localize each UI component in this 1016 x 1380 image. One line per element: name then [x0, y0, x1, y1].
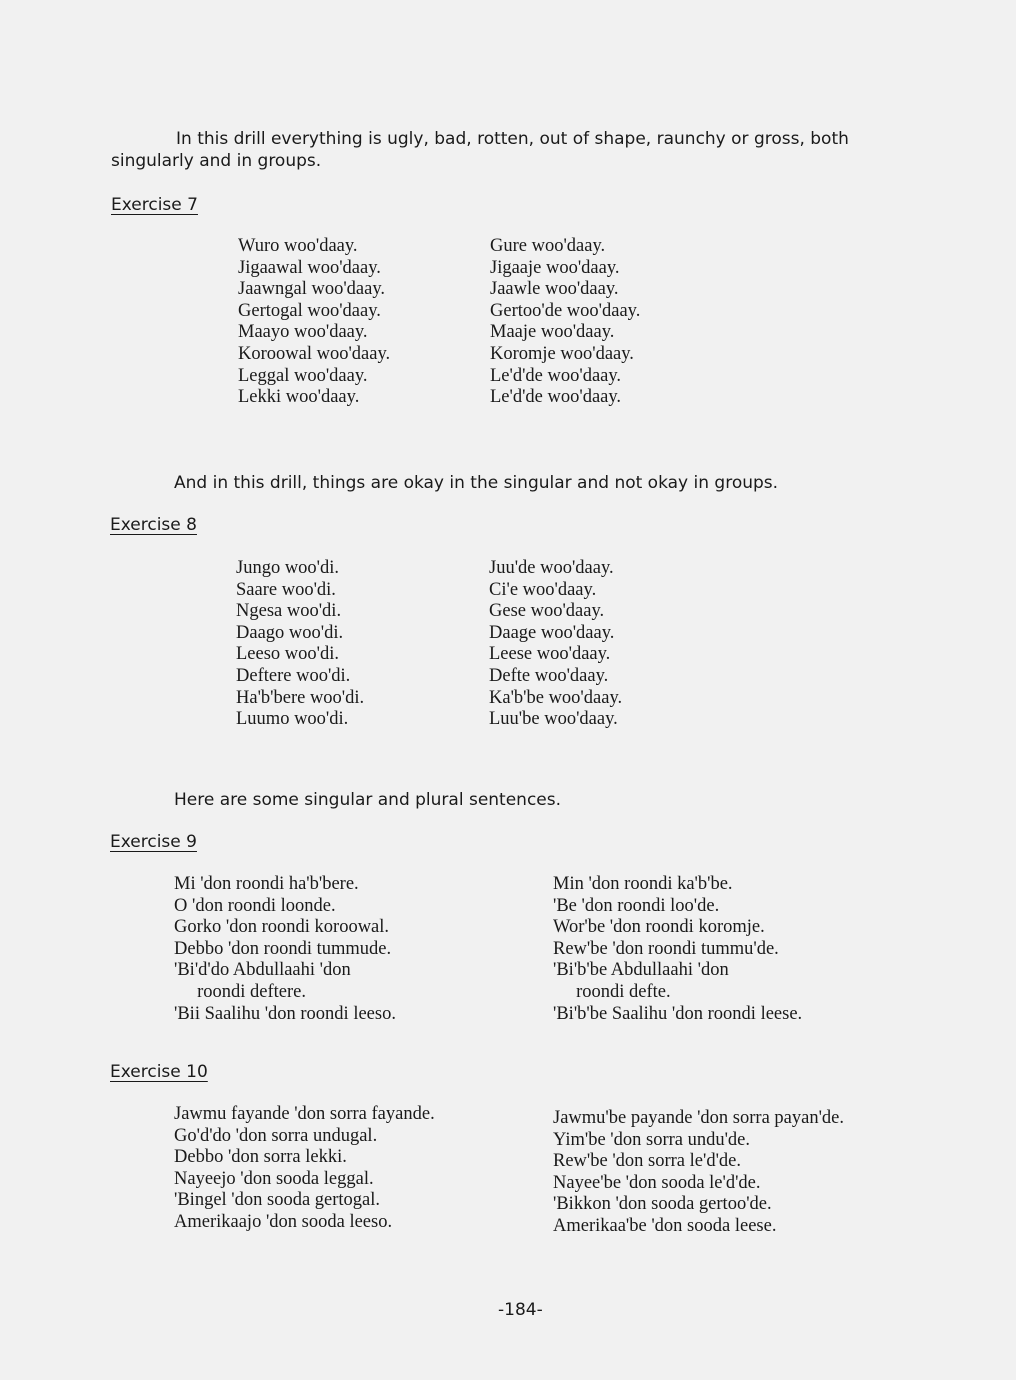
sentence-line: Leese woo'daay.	[489, 644, 611, 665]
exercise-10-heading: Exercise 10	[110, 1062, 208, 1082]
sentence-line: Juu'de woo'daay.	[489, 558, 614, 578]
sentence-line: Koromje woo'daay.	[490, 343, 634, 364]
sentence-line: roondi deftere.	[174, 981, 307, 1002]
sentence-line: Jungo woo'di.	[236, 558, 340, 578]
sentence-line: Jigaaje woo'daay.	[490, 257, 620, 278]
sentence-line: Amerikaajo 'don sooda leeso.	[174, 1211, 393, 1232]
sentence-line: 'Bikkon 'don sooda gertoo'de.	[553, 1194, 772, 1215]
sentence-line: Ka'b'be woo'daay.	[489, 687, 623, 708]
sentence-line: Maaje woo'daay.	[490, 322, 615, 343]
sentence-line: Rew'be 'don sorra le'd'de.	[553, 1151, 741, 1172]
sentence-line: Nayee'be 'don sooda le'd'de.	[553, 1172, 761, 1193]
sentence-line: Nayeejo 'don sooda leggal.	[174, 1168, 374, 1189]
sentence-line: 'Bii Saalihu 'don roondi leeso.	[174, 1003, 396, 1024]
intro-line-4: Here are some singular and plural sentences.	[174, 790, 562, 810]
sentence-line: Koroowal woo'daay.	[238, 343, 391, 364]
sentence-line: 'Bingel 'don sooda gertogal.	[174, 1190, 381, 1211]
exercise-9-heading: Exercise 9	[110, 832, 197, 852]
intro-line-1: In this drill everything is ugly, bad, rotten, out of shape, raunchy or gross, both	[176, 129, 849, 149]
sentence-line: Luu'be woo'daay.	[489, 709, 618, 730]
sentence-line: Ha'b'bere woo'di.	[236, 687, 365, 708]
sentence-line: Ngesa woo'di.	[236, 601, 342, 622]
intro-line-3: And in this drill, things are okay in the singular and not okay in groups.	[174, 473, 779, 493]
exercise-8-right-column	[489, 558, 622, 731]
exercise-10-right-column	[553, 1108, 844, 1238]
exercise-8-left-column	[236, 558, 364, 731]
sentence-line: 'Bi'd'do Abdullaahi 'don	[174, 960, 351, 981]
exercise-9-left-column	[174, 874, 396, 1025]
sentence-line: Gertogal woo'daay.	[238, 300, 381, 321]
sentence-line: O 'don roondi loonde.	[174, 895, 336, 916]
sentence-line: roondi defte.	[553, 981, 671, 1002]
exercise-10-left-column	[174, 1104, 435, 1234]
sentence-line: Rew'be 'don roondi tummu'de.	[553, 938, 779, 959]
sentence-line: Go'd'do 'don sorra undugal.	[174, 1125, 378, 1146]
sentence-line: Le'd'de woo'daay.	[490, 365, 622, 386]
intro-line-2: singularly and in groups.	[111, 151, 322, 171]
page-number: -184-	[498, 1300, 543, 1320]
sentence-line: 'Be 'don roondi loo'de.	[553, 895, 720, 916]
sentence-line: Wor'be 'don roondi koromje.	[553, 917, 765, 938]
sentence-line: Daage woo'daay.	[489, 622, 615, 643]
sentence-line: Jawmu'be payande 'don sorra payan'de.	[553, 1108, 844, 1128]
sentence-line: Debbo 'don roondi tummude.	[174, 938, 392, 959]
sentence-line: Leeso woo'di.	[236, 644, 340, 665]
sentence-line: Deftere woo'di.	[236, 665, 351, 686]
exercise-7-heading: Exercise 7	[111, 195, 198, 215]
sentence-line: Leggal woo'daay.	[238, 365, 368, 386]
sentence-line: Jigaawal woo'daay.	[238, 257, 381, 278]
sentence-line: Jaawle woo'daay.	[490, 279, 619, 300]
sentence-line: Jawmu fayande 'don sorra fayande.	[174, 1104, 435, 1124]
sentence-line: Defte woo'daay.	[489, 665, 609, 686]
sentence-line: Mi 'don roondi ha'b'bere.	[174, 874, 359, 894]
sentence-line: Lekki woo'daay.	[238, 387, 360, 408]
sentence-line: Gorko 'don roondi koroowal.	[174, 917, 390, 938]
sentence-line: Yim'be 'don sorra undu'de.	[553, 1129, 751, 1150]
sentence-line: Gese woo'daay.	[489, 601, 605, 622]
exercise-9-right-column	[553, 874, 802, 1025]
sentence-line: Saare woo'di.	[236, 579, 336, 600]
exercise-8-heading: Exercise 8	[110, 515, 197, 535]
sentence-line: Gertoo'de woo'daay.	[490, 300, 641, 321]
sentence-line: Ci'e woo'daay.	[489, 579, 597, 600]
sentence-line: Luumo woo'di.	[236, 709, 349, 730]
exercise-7-right-column	[490, 236, 640, 409]
sentence-line: Debbo 'don sorra lekki.	[174, 1147, 347, 1168]
sentence-line: 'Bi'b'be Saalihu 'don roondi leese.	[553, 1003, 803, 1024]
sentence-line: Min 'don roondi ka'b'be.	[553, 874, 733, 894]
sentence-line: Daago woo'di.	[236, 622, 344, 643]
sentence-line: Jaawngal woo'daay.	[238, 279, 385, 300]
exercise-7-left-column	[238, 236, 390, 409]
sentence-line: Gure woo'daay.	[490, 236, 606, 256]
sentence-line: Le'd'de woo'daay.	[490, 387, 622, 408]
sentence-line: Wuro woo'daay.	[238, 236, 358, 256]
sentence-line: 'Bi'b'be Abdullaahi 'don	[553, 960, 729, 981]
sentence-line: Maayo woo'daay.	[238, 322, 368, 343]
sentence-line: Amerikaa'be 'don sooda leese.	[553, 1215, 777, 1236]
